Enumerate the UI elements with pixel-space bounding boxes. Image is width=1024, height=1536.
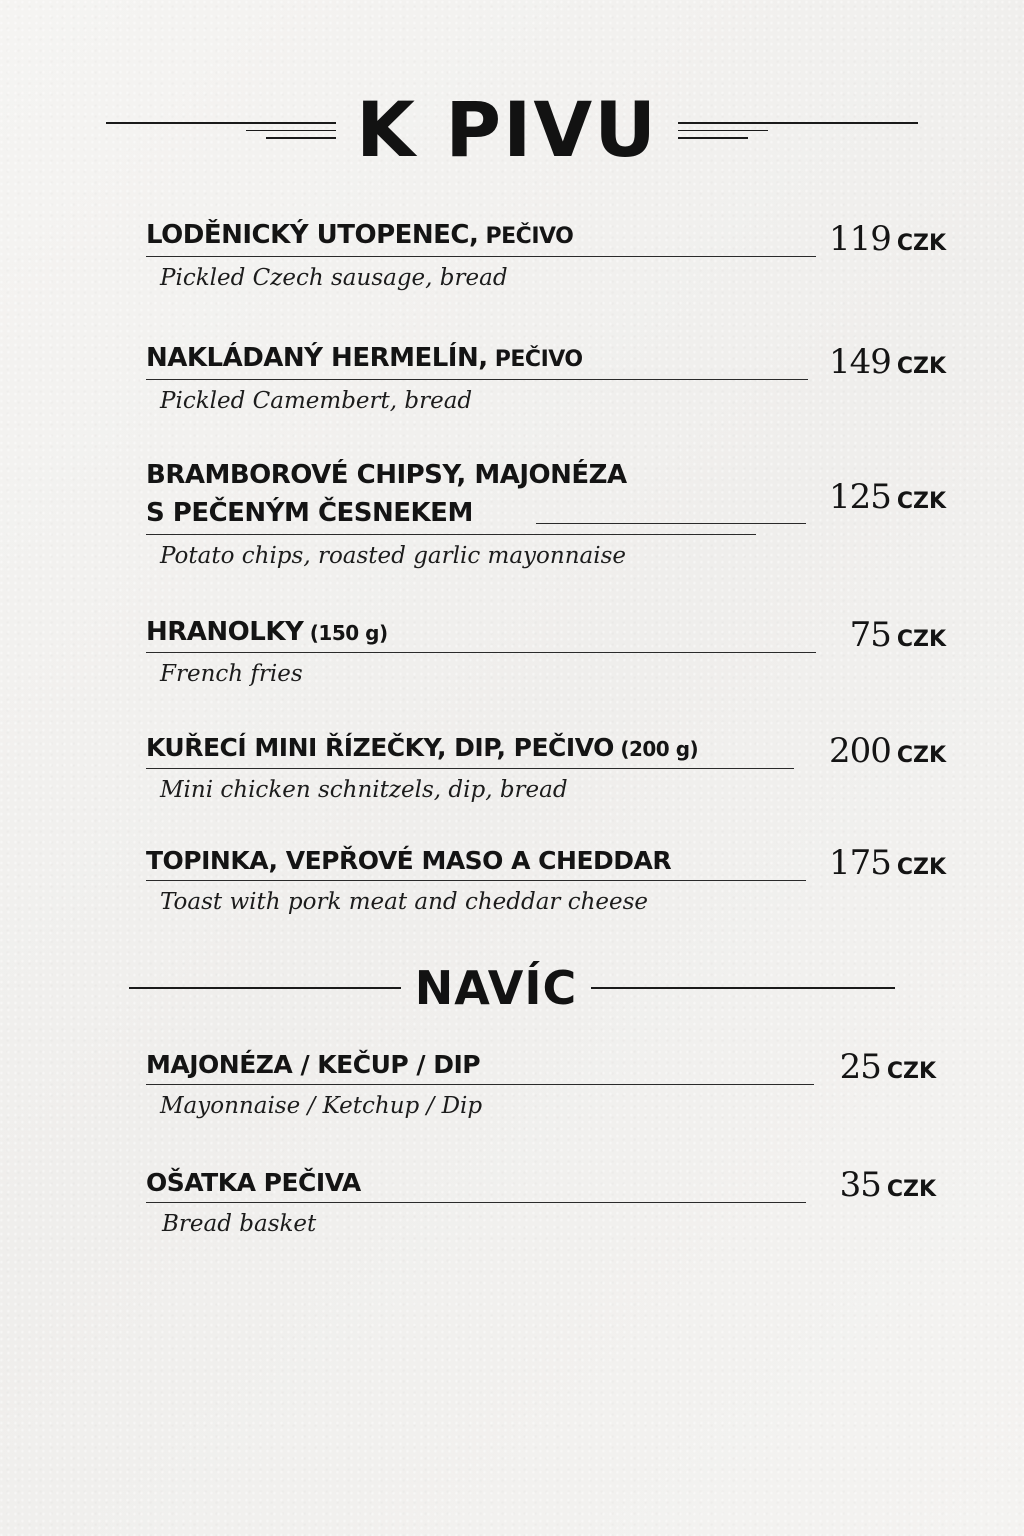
item-underline (146, 379, 808, 380)
item-name: HRANOLKY (150 g) (146, 617, 388, 647)
section-title-main: K PIVU (356, 85, 658, 174)
item-leader-line (536, 523, 806, 524)
item-name: NAKLÁDANÝ HERMELÍN, PEČIVO (146, 343, 583, 373)
menu-item (146, 342, 946, 416)
menu-item (146, 460, 946, 571)
item-name: MAJONÉZA / KEČUP / DIP (146, 1050, 481, 1079)
item-underline (146, 534, 756, 535)
item-underline (146, 1084, 814, 1085)
item-underline (146, 768, 794, 769)
item-price: 200 CZK (828, 731, 946, 771)
item-description: Pickled Czech sausage, bread (160, 265, 508, 291)
item-underline (146, 880, 806, 881)
item-description: Mini chicken schnitzels, dip, bread (160, 777, 568, 803)
item-price: 75 CZK (849, 615, 946, 655)
title-rule-right (591, 987, 895, 989)
item-description: Pickled Camembert, bread (160, 388, 473, 414)
item-name: LODĚNICKÝ UTOPENEC, PEČIVO (146, 220, 574, 250)
item-price: 119 CZK (828, 219, 946, 259)
menu-item (146, 843, 946, 917)
item-price: 35 CZK (839, 1165, 936, 1205)
item-description: Bread basket (162, 1211, 317, 1237)
item-name: TOPINKA, VEPŘOVÉ MASO A CHEDDAR (146, 846, 672, 875)
item-underline (146, 1202, 806, 1203)
section-title-extra: NAVÍC (414, 961, 578, 1015)
menu-item (146, 615, 946, 689)
section-header-k-pivu (0, 82, 1024, 178)
menu-item (146, 219, 946, 293)
extra-item (146, 1047, 936, 1121)
item-name: KUŘECÍ MINI ŘÍZEČKY, DIP, PEČIVO (200 g) (146, 733, 699, 762)
section-header-navic (0, 960, 1024, 1016)
item-underline (146, 652, 816, 653)
item-name: BRAMBOROVÉ CHIPSY, MAJONÉZA S PEČENÝM ČESNEKEM (146, 460, 627, 528)
item-underline (146, 256, 816, 257)
item-price: 149 CZK (828, 342, 946, 382)
title-ornament-right (678, 119, 918, 142)
extra-item (146, 1165, 936, 1239)
item-description: Toast with pork meat and cheddar cheese (160, 889, 649, 915)
item-price: 175 CZK (828, 843, 946, 883)
item-description: Potato chips, roasted garlic mayonnaise (160, 543, 626, 569)
title-ornament-left (106, 119, 336, 142)
item-description: Mayonnaise / Ketchup / Dip (160, 1093, 483, 1119)
item-description: French fries (160, 661, 303, 687)
item-price: 125 CZK (828, 477, 946, 517)
item-name: OŠATKA PEČIVA (146, 1168, 361, 1197)
item-price: 25 CZK (839, 1047, 936, 1087)
title-rule-left (129, 987, 401, 989)
menu-item (146, 731, 946, 805)
